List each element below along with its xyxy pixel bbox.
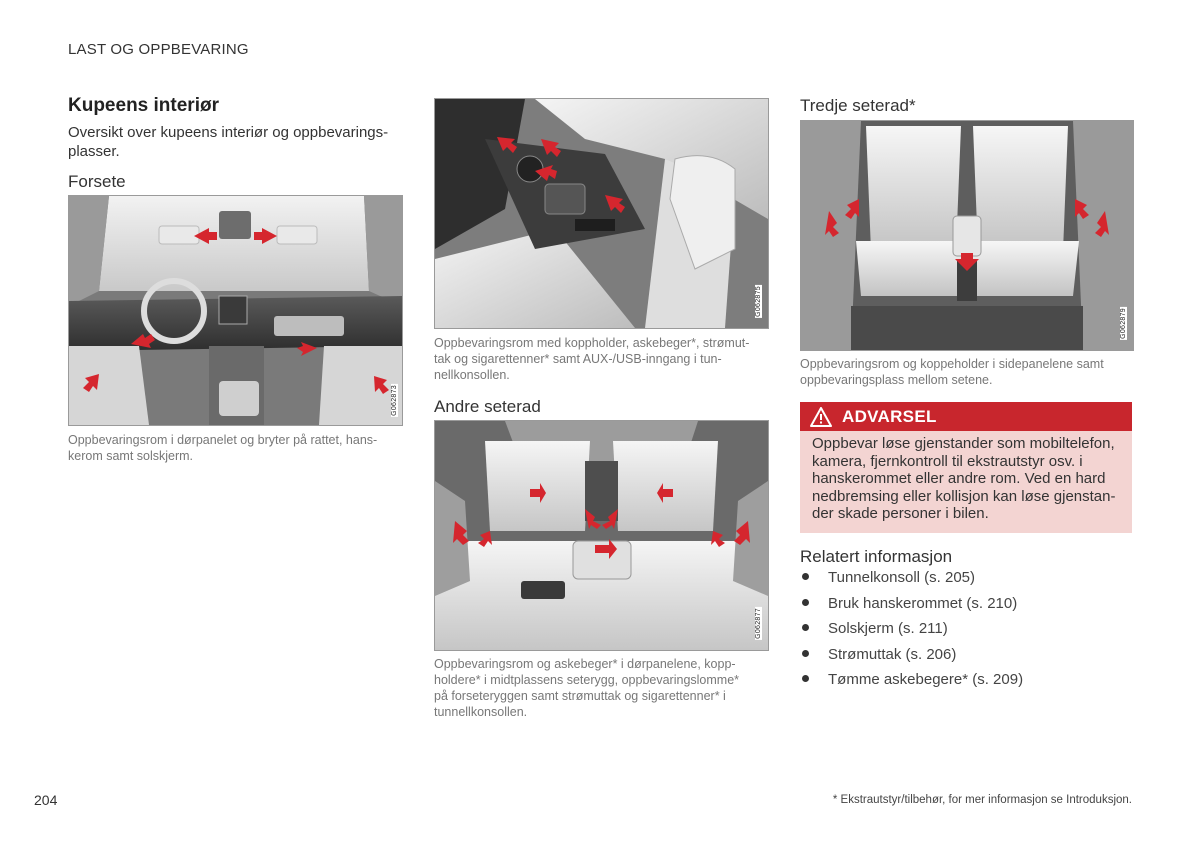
image-code: G062877 <box>755 608 762 639</box>
footnote: * Ekstrautstyr/tilbehør, for mer informasjon se Introduksjon. <box>832 794 1132 806</box>
heading-tredje-seterad: Tredje seterad* <box>800 96 916 115</box>
related-link-text[interactable]: Tømme askebegere* (s. 209) <box>828 671 1024 688</box>
photo-third-row <box>800 120 1134 351</box>
title-block <box>68 95 408 161</box>
section-header: LAST OG OPPBEVARING <box>68 41 249 58</box>
caption-line: Oppbevaringsrom og koppeholder i sidepanelene samt <box>800 357 1104 371</box>
warning-header <box>800 402 1132 431</box>
bullet <box>802 624 809 631</box>
caption-third-row <box>800 356 1135 388</box>
related-link-text[interactable]: Bruk hanskerommet (s. 210) <box>828 594 1018 612</box>
photo-front-seat <box>68 195 403 426</box>
warning-text <box>800 431 1132 533</box>
caption-line: tak og sigarettenner* samt AUX-/USB-inngang i tun- <box>434 352 722 366</box>
caption-line: nellkonsollen. <box>434 368 510 382</box>
caption-line: holdere* i midtplassens seterygg, oppbevaringslomme* <box>434 673 740 687</box>
heading-andre-seterad: Andre seterad <box>434 397 541 416</box>
image-code: G062879 <box>1120 308 1127 339</box>
caption-line: Oppbevaringsrom og askebeger* i dørpanelene, kopp- <box>434 657 736 671</box>
related-link[interactable] <box>800 569 1135 595</box>
caption-line: på forseteryggen samt strømuttak og sigarettenner* i <box>434 689 726 703</box>
related-link-text[interactable]: Solskjerm (s. 211) <box>828 620 948 637</box>
related-link-text[interactable]: Strømuttak (s. 206) <box>828 645 957 663</box>
warning-line: kamera, fjernkontroll til ekstrautstyr osv. i <box>812 452 1083 470</box>
warning-line: der skade personer i bilen. <box>812 505 989 522</box>
warning-title: ADVARSEL <box>842 406 937 426</box>
intro-text <box>68 123 408 161</box>
page-title: Kupeens interiør <box>68 95 219 116</box>
warning-line: Oppbevar løse gjenstander som mobiltelefon, <box>812 435 1115 452</box>
caption-line: oppbevaringsplass mellom setene. <box>800 373 993 387</box>
bullet <box>802 599 809 606</box>
related-link[interactable] <box>800 595 1135 621</box>
related-list <box>800 569 1135 697</box>
caption-line: Oppbevaringsrom med koppholder, askebeger*, strømut- <box>434 336 750 350</box>
bullet <box>802 650 809 657</box>
photo-tunnel-console <box>434 98 769 329</box>
related-link[interactable] <box>800 620 1135 646</box>
related-link[interactable] <box>800 646 1135 672</box>
warning-box <box>800 402 1132 533</box>
bullet <box>802 675 809 682</box>
photo-second-row <box>434 420 769 651</box>
image-code: G062875 <box>755 286 762 317</box>
second-row-illustration <box>435 421 768 650</box>
heading-related-info: Relatert informasjon <box>800 547 953 566</box>
caption-line: Oppbevaringsrom i dørpanelet og bryter på rattet, hans- <box>68 433 378 447</box>
bullet <box>802 573 809 580</box>
caption-tunnel-console <box>434 335 769 383</box>
related-link-text[interactable]: Tunnelkonsoll (s. 205) <box>828 569 976 586</box>
third-row-illustration <box>801 121 1133 350</box>
page-number: 204 <box>34 792 58 808</box>
caption-second-row <box>434 656 769 720</box>
caption-front-seat <box>68 432 403 464</box>
related-link[interactable] <box>800 671 1135 697</box>
warning-triangle-icon <box>810 407 832 427</box>
caption-line: kerom samt solskjerm. <box>68 449 194 463</box>
warning-line: nedbremsing eller kollisjon kan løse gjenstan- <box>812 487 1116 505</box>
caption-line: tunnellkonsollen. <box>434 705 528 719</box>
heading-forsete: Forsete <box>68 172 126 191</box>
tunnel-console-illustration <box>435 99 768 328</box>
front-seat-illustration <box>69 196 402 425</box>
warning-line: hanskerommet eller andre rom. Ved en hard <box>812 470 1106 487</box>
intro-line: plasser. <box>68 143 120 160</box>
image-code: G062873 <box>391 385 398 416</box>
intro-line: Oversikt over kupeens interiør og oppbevarings- <box>68 124 389 141</box>
